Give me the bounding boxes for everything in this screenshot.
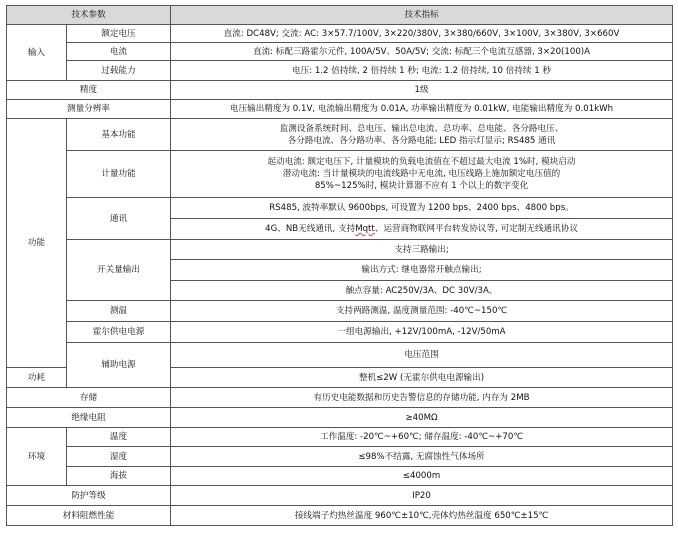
env-altitude-label: 海拔 xyxy=(67,467,171,486)
switch-output-value-3: 触点容量: AC250V/3A、DC 30V/3A。 xyxy=(171,281,673,301)
switch-output-value-1: 支持三路输出; xyxy=(171,240,673,260)
table-row xyxy=(7,428,673,447)
hall-power-label: 霍尔供电电源 xyxy=(67,322,171,343)
function-label: 功能 xyxy=(7,119,67,368)
switch-output-value-2: 输出方式: 继电器常开触点输出; xyxy=(171,260,673,281)
current-label: 电流 xyxy=(67,43,171,61)
mqtt-spellcheck-mark: Mqtt xyxy=(355,224,375,234)
comm-label: 通讯 xyxy=(67,198,171,240)
comm-value-2-post: 、运营商物联网平台转发协议等, 可定制无线通讯协议 xyxy=(374,224,578,234)
rated-voltage-value: 直流: DC48V; 交流: AC: 3×57.7/100V, 3×220/380V, 3×380/660V, 3×100V, 3×380V, 3×660V xyxy=(171,25,673,43)
table-row xyxy=(7,43,673,61)
insulation-value: ≥40MΩ xyxy=(171,408,673,428)
basic-function-value xyxy=(171,119,673,151)
accuracy-value: 1级 xyxy=(171,81,673,100)
table-row xyxy=(7,25,673,43)
table-row xyxy=(7,240,673,260)
table-row xyxy=(7,301,673,322)
env-humidity-label: 湿度 xyxy=(67,447,171,467)
hall-power-value: 一组电源输出, +12V/100mA, -12V/50mA xyxy=(171,322,673,343)
metering-line: 85%~125%时, 模块计算器不应有 1 个以上的数字变化 xyxy=(314,181,529,191)
metering-line: 起动电流: 额定电压下, 计量模块的负载电流值在不超过最大电流 1%时, 模块启动 xyxy=(267,157,576,167)
resolution-value: 电压输出精度为 0.1V, 电流输出精度为 0.01A, 功率输出精度为 0.01kW, 电能输出精度为 0.01kWh xyxy=(171,100,673,119)
switch-output-label: 开关量输出 xyxy=(67,240,171,301)
comm-value-2-pre: 4G、NB无线通讯, 支持 xyxy=(265,224,356,234)
flame-label: 材料阻燃性能 xyxy=(7,506,171,526)
temp-value: 支持两路测温, 温度测量范围: -40℃~150℃ xyxy=(171,301,673,322)
environment-label: 环境 xyxy=(7,428,67,486)
rated-voltage-label: 额定电压 xyxy=(67,25,171,43)
voltage-range-label: 电压范围 xyxy=(171,343,673,368)
basic-function-line: 各分路电流、各分路功率、各分路电能; LED 指示灯显示; RS485 通讯 xyxy=(287,135,556,146)
resolution-label: 测量分辨率 xyxy=(7,100,171,119)
metering-label: 计量功能 xyxy=(67,151,171,198)
table-row xyxy=(7,100,673,119)
protection-label: 防护等级 xyxy=(7,486,171,506)
storage-value: 有历史电能数据和历史告警信息的存储功能, 内存为 2MB xyxy=(171,388,673,408)
table-row xyxy=(7,322,673,343)
table-row xyxy=(7,61,673,81)
table-row xyxy=(7,198,673,219)
basic-function-label: 基本功能 xyxy=(67,119,171,151)
protection-value: IP20 xyxy=(171,486,673,506)
consumption-value: 整机≤2W (无霍尔供电电源输出) xyxy=(171,368,673,388)
input-label: 输入 xyxy=(7,25,67,81)
table-row xyxy=(7,119,673,151)
table-row xyxy=(7,408,673,428)
table-row xyxy=(7,506,673,526)
accuracy-label: 精度 xyxy=(7,81,171,100)
spec-table xyxy=(6,5,673,526)
overload-label: 过载能力 xyxy=(67,61,171,81)
metering-line: 潜动电流: 当计量模块的电流线路中无电流, 电压线路上施加额定电压值的 xyxy=(282,169,561,179)
table-row xyxy=(7,81,673,100)
temp-label: 测温 xyxy=(67,301,171,322)
table-row xyxy=(7,151,673,198)
overload-value: 电压: 1.2 倍持续, 2 倍持续 1 秒; 电流: 1.2 倍持续, 10 倍持续 1 秒 xyxy=(171,61,673,81)
env-temperature-value: 工作温度: -20℃~+60℃; 储存温度: -40℃~+70℃ xyxy=(171,428,673,447)
header-spec: 技术指标 xyxy=(171,6,673,25)
metering-value xyxy=(171,151,673,198)
header-row xyxy=(7,6,673,25)
comm-value-2 xyxy=(171,219,673,240)
env-altitude-value: ≤4000m xyxy=(171,467,673,486)
aux-power-label: 辅助电源 xyxy=(67,343,171,388)
env-humidity-value: ≤98%不结露, 无腐蚀性气体场所 xyxy=(171,447,673,467)
insulation-label: 绝缘电阻 xyxy=(7,408,171,428)
table-row xyxy=(7,388,673,408)
current-value: 直流: 标配三路霍尔元件, 100A/5V、50A/5V; 交流: 标配三个电流互感器, 3×20(100)A xyxy=(171,43,673,61)
storage-label: 存储 xyxy=(7,388,171,408)
table-row xyxy=(7,447,673,467)
flame-value: 接线端子灼热丝温度 960℃±10℃,壳体灼热丝温度 650℃±15℃ xyxy=(171,506,673,526)
header-param: 技术参数 xyxy=(7,6,171,25)
table-row xyxy=(7,486,673,506)
comm-value-1: RS485, 波特率默认 9600bps, 可设置为 1200 bps、2400 bps、4800 bps。 xyxy=(171,198,673,219)
env-temperature-label: 温度 xyxy=(67,428,171,447)
consumption-label: 功耗 xyxy=(7,368,67,388)
table-row xyxy=(7,343,673,368)
basic-function-line: 监测设备系统时间、总电压、输出总电流、总功率、总电能、各分路电压、 xyxy=(279,123,564,134)
table-row xyxy=(7,467,673,486)
